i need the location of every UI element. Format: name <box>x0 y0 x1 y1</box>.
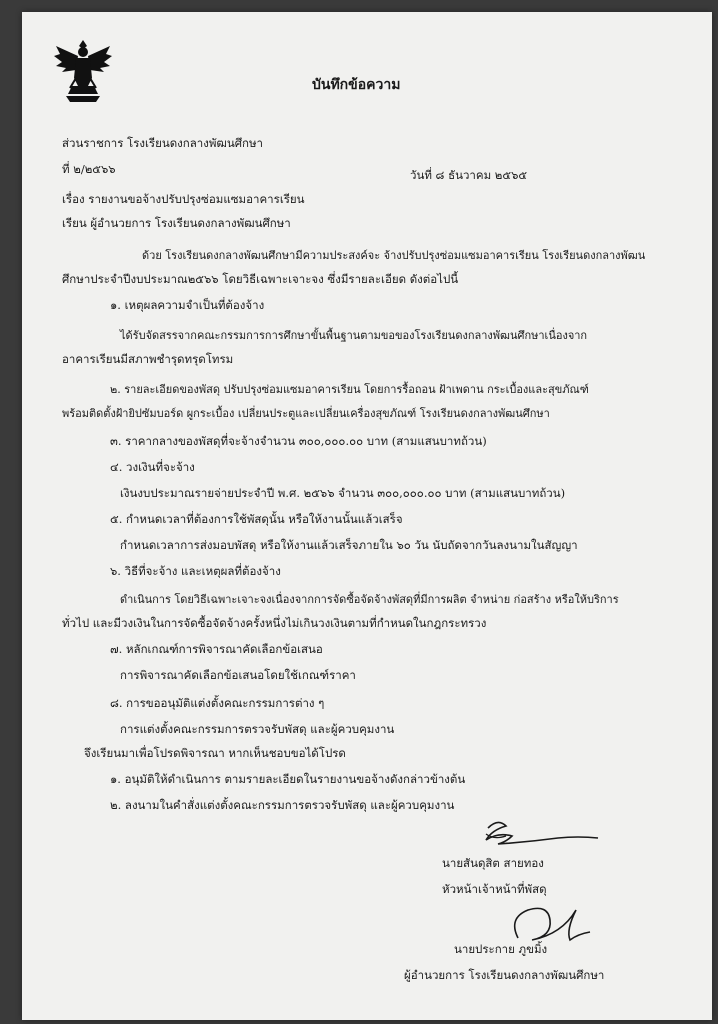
intro-line-1: ด้วย โรงเรียนดงกลางพัฒนศึกษามีความประสงค์จะ จ้างปรับปรุงซ่อมแซมอาคารเรียน โรงเรียนดงกลางพัฒน <box>142 249 646 262</box>
recipient-line: เรียน ผู้อำนวยการ โรงเรียนดงกลางพัฒนศึกษา <box>62 216 291 230</box>
section-6-line-2: ทั่วไป และมีวงเงินในการจัดซื้อจัดจ้างครั้งหนึ่งไม่เกินวงเงินตามที่กำหนดในกฎกระทรวง <box>62 616 487 630</box>
section-6-line-1: ดำเนินการ โดยวิธีเฉพาะเจาะจงเนื่องจากการจัดซื้อจัดจ้างพัสดุที่มีการผลิต จำหน่าย ก่อสร้าง หรือให้บริการ <box>120 593 619 606</box>
section-1-heading: ๑. เหตุผลความจำเป็นที่ต้องจ้าง <box>110 298 265 312</box>
request-1: ๑. อนุมัติให้ดำเนินการ ตามรายละเอียดในรายงานขอจ้างดังกล่าวข้างต้น <box>110 772 466 786</box>
closing-line: จึงเรียนมาเพื่อโปรดพิจารณา หากเห็นชอบขอได้โปรด <box>84 746 346 760</box>
reference-number: ที่ ๒/๒๕๖๖ <box>62 162 116 176</box>
section-2-line-2: พร้อมติดตั้งฝ้ายิปซัมบอร์ด ผูกระเบื้อง เปลี่ยนประตูและเปลี่ยนเครื่องสุขภัณฑ์ โรงเรียนดงกลางพัฒนศึกษา <box>62 407 550 420</box>
memo-date: วันที่ ๘ ธันวาคม ๒๕๖๕ <box>410 168 528 182</box>
director-name: นายประกาย ภูขมิ้ง <box>454 942 548 956</box>
director-title: ผู้อำนวยการ โรงเรียนดงกลางพัฒนศึกษา <box>404 968 605 982</box>
section-2-line-1: ๒. รายละเอียดของพัสดุ ปรับปรุงซ่อมแซมอาคารเรียน โดยการรื้อถอน ฝ้าเพดาน กระเบื้องและสุขภัณฑ์ <box>110 383 589 396</box>
subject-line: เรื่อง รายงานขอจ้างปรับปรุงซ่อมแซมอาคารเรียน <box>62 192 305 206</box>
section-7-heading: ๗. หลักเกณฑ์การพิจารณาคัดเลือกข้อเสนอ <box>110 642 323 656</box>
memo-title: บันทึกข้อความ <box>312 77 401 93</box>
section-5-line: กำหนดเวลาการส่งมอบพัสดุ หรือให้งานแล้วเสร็จภายใน ๖๐ วัน นับถัดจากวันลงนามในสัญญา <box>120 538 578 552</box>
section-7-line: การพิจารณาคัดเลือกข้อเสนอโดยใช้เกณฑ์ราคา <box>120 668 356 682</box>
section-3-line: ๓. ราคากลางของพัสดุที่จะจ้างจำนวน ๓๐๐,๐๐๐.๐๐ บาท (สามแสนบาทถ้วน) <box>110 434 487 448</box>
section-4-line: เงินงบประมาณรายจ่ายประจำปี พ.ศ. ๒๕๖๖ จำนวน ๓๐๐,๐๐๐.๐๐ บาท (สามแสนบาทถ้วน) <box>120 486 566 500</box>
memo-paper <box>22 12 712 1020</box>
request-2: ๒. ลงนามในคำสั่งแต่งตั้งคณะกรรมการตรวจรับพัสดุ และผู้ควบคุมงาน <box>110 798 455 812</box>
officer-title: หัวหน้าเจ้าหน้าที่พัสดุ <box>442 882 547 896</box>
intro-line-2: ศึกษาประจำปีงบประมาณ๒๕๖๖ โดยวิธีเฉพาะเจาะจง ซึ่งมีรายละเอียด ดังต่อไปนี้ <box>62 272 459 286</box>
section-6-heading: ๖. วิธีที่จะจ้าง และเหตุผลที่ต้องจ้าง <box>110 564 281 578</box>
section-1-line-2: อาคารเรียนมีสภาพชำรุดทรุดโทรม <box>62 352 234 366</box>
section-8-heading: ๘. การขออนุมัติแต่งตั้งคณะกรรมการต่าง ๆ <box>110 696 325 710</box>
section-1-line-1: ได้รับจัดสรรจากคณะกรรมการการศึกษาขั้นพื้นฐานตามขอของโรงเรียนดงกลางพัฒนศึกษาเนื่องจาก <box>120 329 588 342</box>
officer-name: นายสันดุสิต สายทอง <box>442 856 544 870</box>
section-8-line: การแต่งตั้งคณะกรรมการตรวจรับพัสดุ และผู้ควบคุมงาน <box>120 722 395 736</box>
section-4-heading: ๔. วงเงินที่จะจ้าง <box>110 460 195 474</box>
officer-signature-icon <box>472 812 622 852</box>
section-5-heading: ๕. กำหนดเวลาที่ต้องการใช้พัสดุนั้น หรือให้งานนั้นแล้วเสร็จ <box>110 512 403 526</box>
agency-line: ส่วนราชการ โรงเรียนดงกลางพัฒนศึกษา <box>62 136 264 150</box>
garuda-emblem-icon <box>52 38 114 104</box>
